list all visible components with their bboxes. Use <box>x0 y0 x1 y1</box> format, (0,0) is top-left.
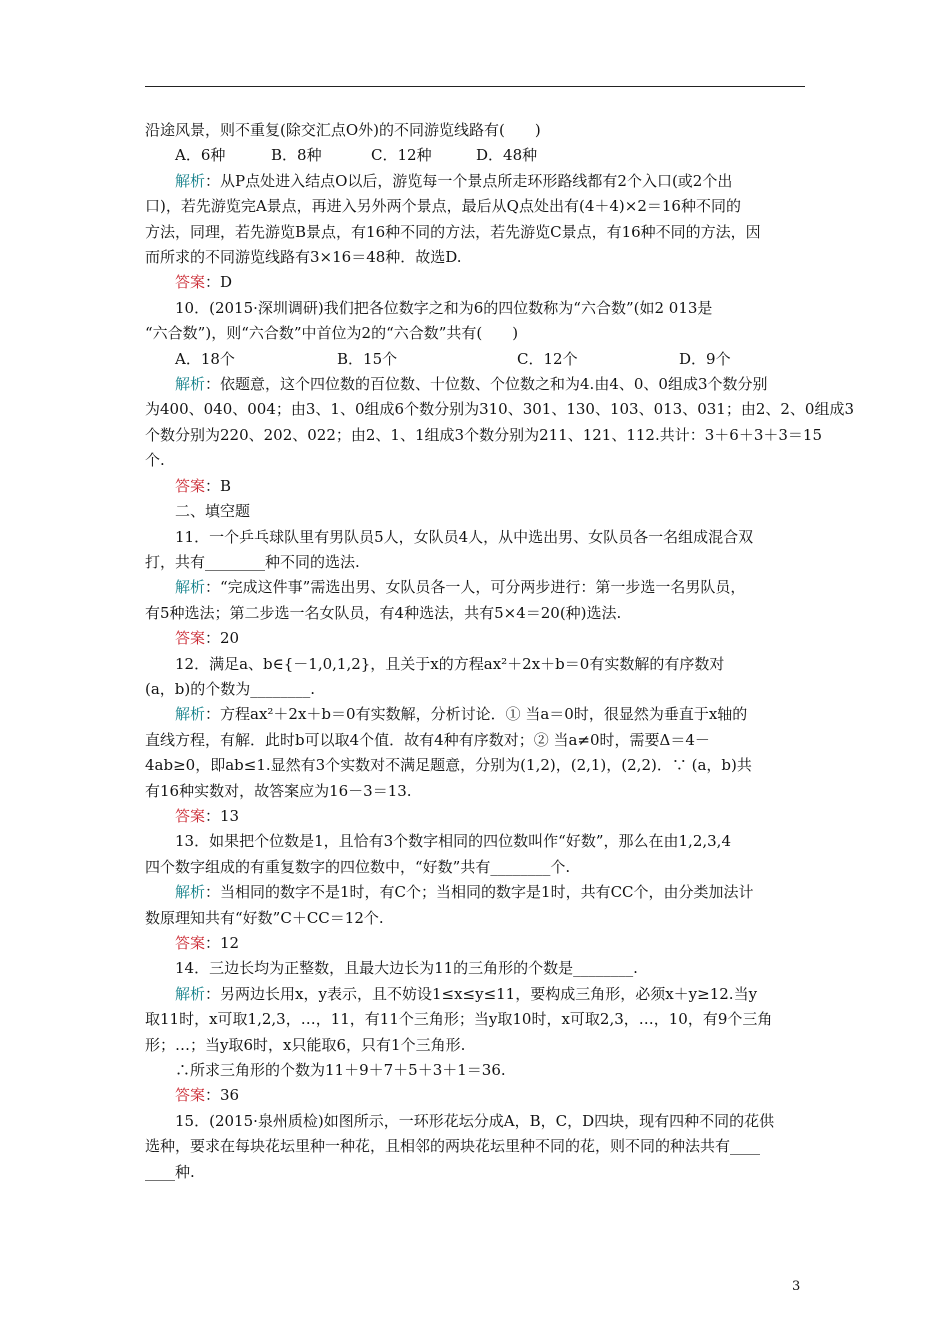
q10-solution-line-1: 解析：依题意，这个四位数的百位数、十位数、个位数之和为4.由4、0、0组成3个数分别 <box>175 375 768 394</box>
q11-solution-line-2: 有5种选法；第二步选一名女队员，有4种选法，共有5×4＝20(种)选法. <box>145 603 622 622</box>
q12-solution-line-4: 有16种实数对，故答案应为16－3＝13. <box>145 781 412 800</box>
q10-option-a: A．18个 <box>175 349 235 368</box>
q9-option-c: C．12种 <box>371 146 432 165</box>
q10-stem-line-2: “六合数”)，则“六合数”中首位为2的“六合数”共有( ) <box>145 324 519 343</box>
q12-solution-line-3: 4ab≥0，即ab≤1.显然有3个实数对不满足题意，分别为(1,2)，(2,1)，(2,2)．∵ (a，b)共 <box>145 756 752 775</box>
q14-solution-line-3: 形；…；当y取6时，x只能取6，只有1个三角形. <box>145 1035 466 1054</box>
q12-answer: 答案：13 <box>175 806 240 825</box>
q14-stem: 14．三边长均为正整数，且最大边长为11的三角形的个数是________. <box>175 959 638 978</box>
q10-option-d: D．9个 <box>679 349 731 368</box>
q9-options <box>145 143 805 168</box>
q14-solution-line-4: ∴所求三角形的个数为11＋9＋7＋5＋3＋1＝36. <box>175 1061 506 1080</box>
q10-solution-line-2: 为400、040、004；由3、1、0组成6个数分别为310、301、130、103、013、031；由2、2、0组成3 <box>145 400 855 419</box>
q14-solution-line-1: 解析：另两边长用x，y表示，且不妨设1≤x≤y≤11，要构成三角形，必须x＋y≥12.当y <box>175 984 758 1003</box>
q14-solution-line-2: 取11时，x可取1,2,3，…，11，有11个三角形；当y取10时，x可取2,3，…，10，有9个三角 <box>145 1010 773 1029</box>
q14-solution-label: 解析 <box>175 984 206 1003</box>
q10-answer: 答案：B <box>175 476 232 495</box>
q13-stem-line-2: 四个数字组成的有重复数字的四位数中，“好数”共有________个. <box>145 857 571 876</box>
q13-answer-label: 答案 <box>175 934 206 952</box>
q13-solution-line-2: 数原理知共有“好数”C＋CC＝12个. <box>145 908 384 927</box>
q13-solution-label: 解析 <box>175 883 206 902</box>
q11-answer-label: 答案 <box>175 629 206 648</box>
q10-answer-label: 答案 <box>175 476 206 495</box>
q9-option-a: A．6种 <box>175 146 226 165</box>
q11-stem-line-2: 打，共有________种不同的选法. <box>145 552 360 571</box>
page-number: 3 <box>792 1279 801 1294</box>
page-body <box>145 118 855 1185</box>
q10-solution-line-3: 个数分别为220、202、022；由2、1、1组成3个数分别为211、121、112.共计：3＋6＋3＋3＝15 <box>145 425 822 444</box>
q12-solution-line-1: 解析：方程ax²＋2x＋b＝0有实数解，分析讨论．① 当a＝0时，很显然为垂直于x轴的 <box>175 705 748 724</box>
section-heading: 二、填空题 <box>175 502 251 521</box>
q9-option-b: B．8种 <box>271 146 322 165</box>
q14-answer-label: 答案 <box>175 1086 206 1105</box>
q9-solution-line-1: 解析：从P点处进入结点O以后，游览每一个景点所走环形路线都有2个入口(或2个出 <box>175 171 733 190</box>
q13-answer: 答案：12 <box>175 934 240 952</box>
q10-stem-line-1: 10．(2015·深圳调研)我们把各位数字之和为6的四位数称为“六合数”(如2 013是 <box>175 298 713 317</box>
q10-option-c: C．12个 <box>517 349 578 368</box>
q10-options <box>145 347 805 372</box>
q15-stem-line-2: 选种，要求在每块花坛里种一种花，且相邻的两块花坛里种不同的花，则不同的种法共有____ <box>145 1137 761 1156</box>
q11-solution-label: 解析 <box>175 578 206 597</box>
q10-option-b: B．15个 <box>337 349 398 368</box>
q9-answer-label: 答案 <box>175 273 206 292</box>
q9-option-d: D．48种 <box>476 146 538 165</box>
q11-solution-line-1: 解析：“完成这件事”需选出男、女队员各一人，可分两步进行：第一步选一名男队员， <box>175 578 746 597</box>
q12-stem-line-1: 12．满足a、b∈{－1,0,1,2}，且关于x的方程ax²＋2x＋b＝0有实数解的有序数对 <box>175 654 725 673</box>
q14-answer: 答案：36 <box>175 1086 240 1105</box>
q9-answer: 答案：D <box>175 273 233 292</box>
q10-solution-line-4: 个. <box>145 451 165 470</box>
q12-answer-label: 答案 <box>175 806 206 825</box>
q10-solution-label: 解析 <box>175 375 206 394</box>
q9-solution-line-4: 而所求的不同游览线路有3×16＝48种．故选D. <box>145 248 462 267</box>
q9-solution-label: 解析 <box>175 171 206 190</box>
q15-stem-line-1: 15．(2015·泉州质检)如图所示，一环形花坛分成A，B，C，D四块，现有四种不同的花供 <box>175 1111 775 1130</box>
q12-solution-line-2: 直线方程，有解．此时b可以取4个值．故有4种有序数对；② 当a≠0时，需要Δ＝4－ <box>145 730 710 749</box>
q9-solution-line-2: 口)，若先游览完A景点，再进入另外两个景点，最后从Q点处出有(4＋4)×2＝16种不同的 <box>145 197 741 216</box>
q9-stem-tail: 沿途风景，则不重复(除交汇点O外)的不同游览线路有( ) <box>145 121 541 139</box>
q9-solution-line-3: 方法，同理，若先游览B景点，有16种不同的方法，若先游览C景点，有16种不同的方法，因 <box>145 222 761 241</box>
q13-stem-line-1: 13．如果把个位数是1，且恰有3个数字相同的四位数叫作“好数”，那么在由1,2,3,4 <box>175 832 731 851</box>
q15-stem-line-3: ____种. <box>145 1162 195 1181</box>
header-rule <box>145 86 805 87</box>
q11-stem-line-1: 11．一个乒乓球队里有男队员5人，女队员4人，从中选出男、女队员各一名组成混合双 <box>175 527 754 546</box>
q11-answer: 答案：20 <box>175 629 240 648</box>
q12-solution-label: 解析 <box>175 705 206 724</box>
q13-solution-line-1: 解析：当相同的数字不是1时，有C个；当相同的数字是1时，共有CC个，由分类加法计 <box>175 883 754 902</box>
q12-stem-line-2: (a，b)的个数为________. <box>145 679 316 698</box>
